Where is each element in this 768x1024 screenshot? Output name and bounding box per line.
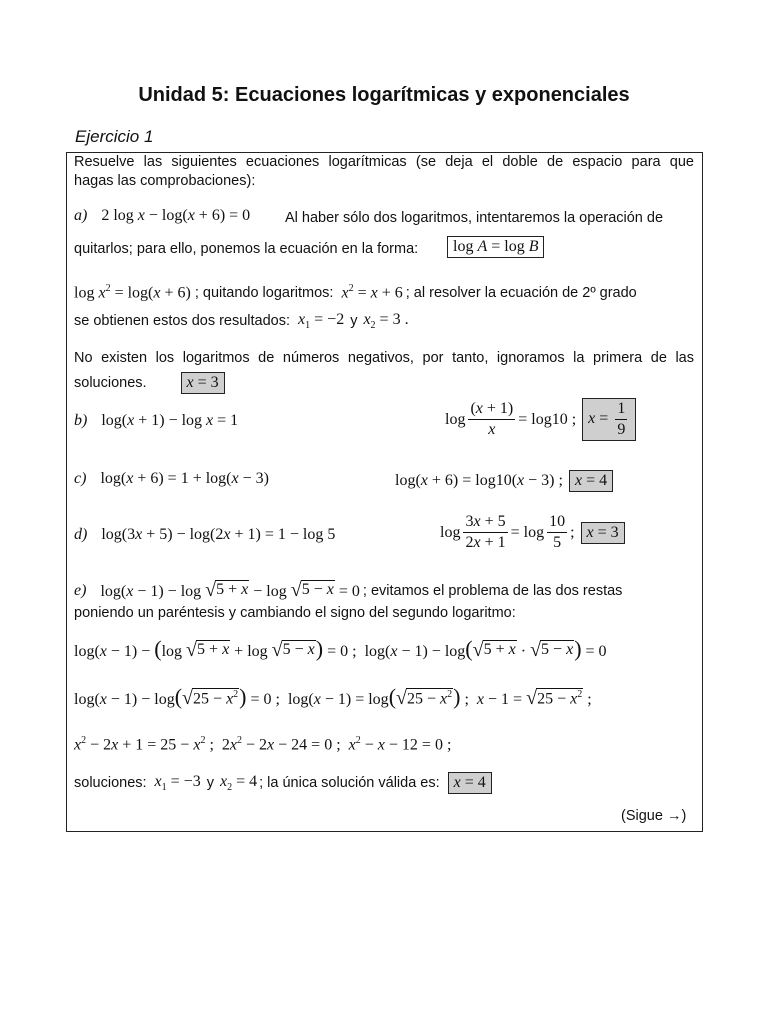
part-c-solution: log(x + 6) = log10(x − 3) ; x = 4: [395, 470, 613, 492]
part-e-step-2: log(x − 1) − log( √ $25 - x^2$ ) = 0 ; log(x − 1) = log( √ $25 - x^2$ ) ; x − 1 = √ $25 - x^2$ ;: [74, 684, 592, 709]
continue-note: (Sigue →): [621, 808, 687, 824]
part-e-step-3: $x^2 - 2x + 1 = 25 - x^2$ ; $2x^2 - 2x - 24 = 0$ ; $x^2 - x - 12 = 0$ ;: [74, 735, 452, 754]
part-d-equation: d) log(3x + 5) − log(2x + 1) = 1 − log 5: [74, 526, 336, 543]
part-a-form-box: log A = log B: [447, 236, 544, 258]
part-e-solutions: soluciones: $x_1 = -3$ y $x_2 = 4$ ; la única solución válida es: x = 4: [74, 772, 492, 794]
part-a-equation: a) 2 log x − log(x + 6) = 0: [74, 207, 251, 224]
part-b-equation: b) log(x + 1) − log x = 1: [74, 412, 239, 429]
page-title: Unidad 5: Ecuaciones logarítmicas y exponenciales: [138, 84, 630, 106]
part-a-step-1: $\log x^2 = \log(x + 6)$ ; quitando logaritmos: $x^2 = x + 6$ ; al resolver la ecuación de 2º grado: [74, 283, 637, 302]
part-a-text-6: No existen los logaritmos de números negativos, por tanto, ignoramos la primera de las: [74, 350, 694, 366]
part-b-answer-box: x = $\frac{1}{9}$: [582, 398, 636, 441]
part-e-step-1: log(x − 1) − (log √ 5 + x + log √ 5 − x ) = 0 ; log(x − 1) − log( √ 5 + x · √ 5 − x ) = 0: [74, 636, 607, 661]
part-a-text-1: Al haber sólo dos logaritmos, intentaremos la operación de: [285, 210, 664, 226]
intro-line-2: hagas las comprobaciones):: [74, 173, 256, 189]
part-e-equation: e) log(x − 1) − log √ 5 + x − log √ 5 − x = 0 ; evitamos el problema de las dos restas: [74, 579, 623, 601]
part-a-answer-box: x = 3: [181, 372, 225, 394]
part-c-equation: c) log(x + 6) = 1 + log(x − 3): [74, 470, 269, 487]
part-a-text-2: quitarlos; para ello, ponemos la ecuación en la forma:: [74, 241, 419, 257]
part-a-conclusion: soluciones. x = 3: [74, 372, 225, 394]
part-c-answer-box: x = 4: [569, 470, 613, 492]
part-e-answer-box: x = 4: [448, 772, 492, 794]
part-d-answer-box: x = 3: [581, 522, 625, 544]
part-a-step-2: se obtienen estos dos resultados: $x_1 = -2$ y $x_2 = 3$ .: [74, 311, 409, 332]
part-e-text-2: poniendo un paréntesis y cambiando el signo del segundo logaritmo:: [74, 605, 516, 621]
part-b-solution: log $\frac{(x + 1)}{x}$ = log10 ; x = $\frac{1}{9}$: [445, 398, 636, 441]
intro-line-1: Resuelve las siguientes ecuaciones logarítmicas (se deja el doble de espacio para que: [74, 154, 694, 170]
exercise-label: Ejercicio 1: [75, 127, 154, 146]
part-d-solution: log $\frac{3x + 5}{2x + 1}$ = log $\frac{10}{5}$ ; x = 3: [440, 513, 625, 552]
